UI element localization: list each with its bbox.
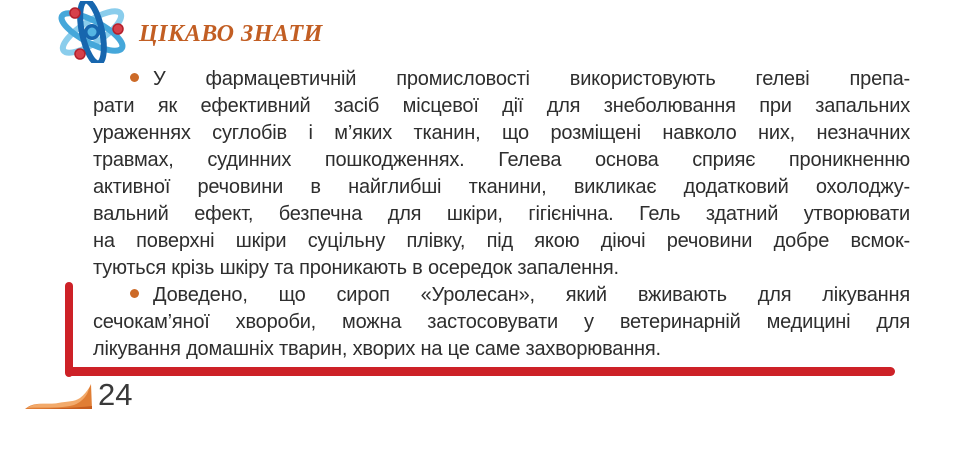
text-line: ураженнях суглобів і м’яких тканин, що розміщені навколо них, незначних: [93, 122, 910, 144]
text-line: туються крізь шкіру та проникають в осередок запалення.: [93, 257, 619, 279]
bullet-icon: [130, 73, 139, 82]
highlight-line-horizontal: [65, 367, 895, 376]
text-line: [93, 282, 910, 309]
text-line: рати як ефективний засіб місцевої дії для знеболювання при запальних: [93, 95, 910, 117]
highlight-line-vertical: [65, 282, 73, 377]
text-line: травмах, судинних пошкодженнях. Гелева основа сприяє проникненню: [93, 149, 910, 171]
text-line-content: Доведено, що сироп «Уролесан», який вживають для лікування: [153, 284, 910, 306]
text-line: активної речовини в найглибші тканини, викликає додатковий охолоджу-: [93, 176, 910, 198]
page-number: 24: [98, 377, 133, 412]
text-line: сечокам’яної хвороби, можна застосовувати у ветеринарній медицині для: [93, 311, 910, 333]
bullet-icon: [130, 289, 139, 298]
text-line: лікування домашніх тварин, хворих на це саме захворювання.: [93, 338, 661, 360]
section-heading: ЦІКАВО ЗНАТИ: [139, 21, 323, 47]
text-line: на поверхні шкіри суцільну плівку, під якою діючі речовини добре всмок-: [93, 230, 910, 252]
text-line: [93, 66, 910, 93]
text-line: вальний ефект, безпечна для шкіри, гігієнічна. Гель здатний утворювати: [93, 203, 910, 225]
swoosh-wave-icon: [24, 383, 96, 411]
text-line-content: У фармацевтичній промисловості використовують гелеві препа-: [153, 68, 910, 90]
body-text: [93, 66, 910, 363]
atom-icon: [56, 1, 136, 63]
